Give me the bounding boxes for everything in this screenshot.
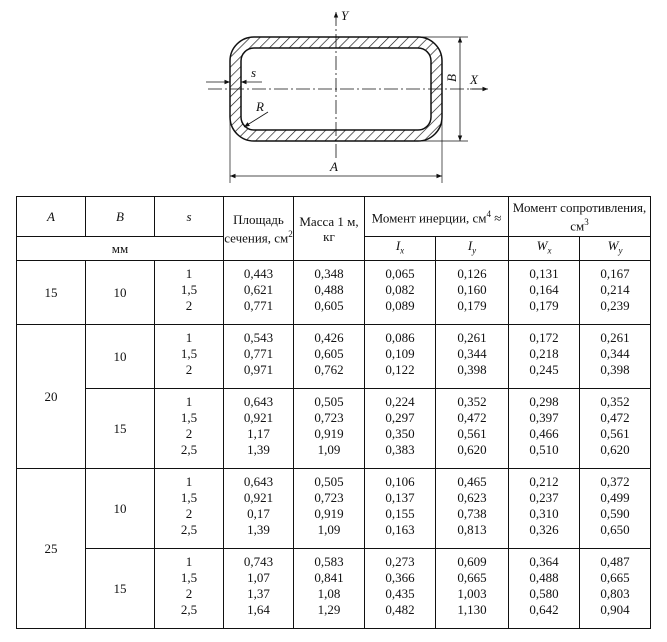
value-area: 1,39	[247, 522, 270, 537]
value-mass: 0,723	[314, 410, 344, 425]
value-mass: 1,08	[317, 586, 341, 601]
value-ix: 0,089	[385, 298, 415, 313]
value-area: 1,07	[247, 570, 270, 585]
value-wx: 0,310	[529, 506, 559, 521]
cell-iy	[436, 469, 509, 549]
value-s: 2,5	[180, 602, 198, 617]
header-area	[224, 197, 294, 261]
radius-leader	[244, 112, 268, 127]
value-wy: 0,352	[600, 394, 630, 409]
value-wy: 0,499	[600, 490, 630, 505]
header-resistance-sup: 3	[584, 216, 589, 227]
dimension-a-label: A	[330, 159, 338, 174]
header-inertia-suffix: ≈	[491, 210, 502, 226]
value-mass: 0,605	[314, 346, 344, 361]
cell-wx	[509, 261, 580, 325]
value-s: 2	[185, 362, 193, 377]
value-mass: 1,09	[317, 442, 341, 457]
value-ix: 0,435	[385, 586, 415, 601]
header-ix-symbol: I	[395, 238, 401, 254]
header-wx-sub: x	[547, 245, 552, 256]
axis-x-label: X	[470, 72, 478, 87]
value-iy: 1,003	[457, 586, 487, 601]
header-ix-sub: x	[400, 245, 405, 256]
value-mass: 0,488	[314, 282, 344, 297]
header-resistance	[509, 197, 651, 237]
value-wx: 0,642	[529, 602, 559, 617]
value-wx: 0,326	[529, 522, 559, 537]
header-wy	[580, 237, 651, 261]
value-ix: 0,109	[385, 346, 415, 361]
value-s: 1,5	[180, 282, 198, 297]
value-area: 0,921	[243, 490, 274, 505]
profile-diagram	[0, 0, 667, 196]
value-s: 1	[185, 394, 193, 409]
value-iy: 0,261	[457, 330, 487, 345]
value-iy: 0,352	[457, 394, 487, 409]
value-wy: 0,214	[600, 282, 630, 297]
value-wx: 0,364	[529, 554, 559, 569]
value-ix: 0,273	[385, 554, 415, 569]
value-wy: 0,344	[600, 346, 630, 361]
value-wy: 0,372	[600, 474, 630, 489]
cell-ix	[365, 389, 436, 469]
value-wy: 0,398	[600, 362, 630, 377]
value-s: 2,5	[180, 522, 198, 537]
value-iy: 0,623	[457, 490, 487, 505]
value-wy: 0,239	[600, 298, 630, 313]
table-body	[17, 261, 651, 629]
value-iy: 0,179	[457, 298, 487, 313]
value-iy: 0,609	[457, 554, 487, 569]
cell-area	[224, 549, 294, 629]
value-s: 1,5	[180, 346, 198, 361]
value-s: 2	[185, 586, 193, 601]
value-mass: 1,29	[317, 602, 341, 617]
value-ix: 0,137	[385, 490, 415, 505]
value-wx: 0,510	[529, 442, 559, 457]
table-row	[17, 389, 651, 469]
value-area: 1,37	[247, 586, 270, 601]
table-row	[17, 261, 651, 325]
value-iy: 0,813	[457, 522, 487, 537]
value-ix: 0,482	[385, 602, 415, 617]
value-wx: 0,397	[529, 410, 559, 425]
cell-wy	[580, 389, 651, 469]
value-s: 1	[185, 330, 193, 345]
header-area-sup: 2	[288, 228, 293, 239]
value-iy: 1,130	[457, 602, 487, 617]
axis-y-label: Y	[341, 8, 349, 23]
cell-wx	[509, 389, 580, 469]
cell-iy	[436, 549, 509, 629]
cell-ix	[365, 549, 436, 629]
value-area: 0,643	[243, 474, 274, 489]
value-wy: 0,650	[600, 522, 630, 537]
value-ix: 0,122	[385, 362, 415, 377]
cell-wx	[509, 325, 580, 389]
header-inertia-sup: 4	[486, 209, 492, 220]
table-row	[17, 469, 651, 549]
value-s: 2	[185, 298, 193, 313]
value-wy: 0,487	[600, 554, 630, 569]
cell-area	[224, 325, 294, 389]
value-wx: 0,245	[529, 362, 559, 377]
cell-s	[155, 325, 224, 389]
value-ix: 0,155	[385, 506, 415, 521]
value-iy: 0,738	[457, 506, 487, 521]
header-ix	[365, 237, 436, 261]
value-area: 1,39	[247, 442, 270, 457]
cell-s	[155, 549, 224, 629]
header-s: s	[155, 197, 224, 237]
value-area: 1,64	[247, 602, 270, 617]
cell-wy	[580, 325, 651, 389]
value-wx: 0,218	[529, 346, 559, 361]
value-wx: 0,488	[529, 570, 559, 585]
value-mass: 0,919	[314, 426, 344, 441]
header-iy-sub: y	[472, 245, 477, 256]
cell-wy	[580, 469, 651, 549]
profile-table	[16, 196, 651, 629]
header-iy-symbol: I	[467, 238, 473, 254]
value-ix: 0,106	[385, 474, 415, 489]
value-iy: 0,398	[457, 362, 487, 377]
header-mass: Масса 1 м, кг	[294, 197, 365, 261]
cell-a: 25	[17, 469, 86, 629]
value-ix: 0,366	[385, 570, 415, 585]
table-row	[17, 549, 651, 629]
header-wy-symbol: W	[607, 238, 619, 254]
cell-b: 15	[86, 389, 155, 469]
value-ix: 0,163	[385, 522, 415, 537]
value-iy: 0,126	[457, 266, 487, 281]
cell-mass	[294, 549, 365, 629]
value-area: 0,921	[243, 410, 274, 425]
value-mass: 0,762	[314, 362, 344, 377]
cell-b: 10	[86, 261, 155, 325]
value-iy: 0,620	[457, 442, 487, 457]
value-ix: 0,224	[385, 394, 415, 409]
value-wx: 0,212	[529, 474, 559, 489]
cell-ix	[365, 325, 436, 389]
value-area: 0,543	[243, 330, 274, 345]
value-mass: 0,505	[314, 394, 344, 409]
value-wy: 0,620	[600, 442, 630, 457]
value-wx: 0,298	[529, 394, 559, 409]
cell-iy	[436, 261, 509, 325]
cell-area	[224, 261, 294, 325]
cell-mass	[294, 261, 365, 325]
value-wx: 0,179	[529, 298, 559, 313]
value-wx: 0,237	[529, 490, 559, 505]
cell-s	[155, 261, 224, 325]
cell-mass	[294, 389, 365, 469]
value-area: 0,971	[243, 362, 274, 377]
value-ix: 0,383	[385, 442, 415, 457]
value-wx: 0,580	[529, 586, 559, 601]
cell-ix	[365, 469, 436, 549]
thickness-label: s	[251, 65, 257, 80]
value-mass: 0,505	[314, 474, 344, 489]
value-iy: 0,472	[457, 410, 487, 425]
value-area: 0,643	[243, 394, 274, 409]
value-ix: 0,297	[385, 410, 415, 425]
cell-b: 15	[86, 549, 155, 629]
value-mass: 0,919	[314, 506, 344, 521]
value-wy: 0,472	[600, 410, 630, 425]
value-wy: 0,561	[600, 426, 630, 441]
value-wy: 0,167	[600, 266, 630, 281]
cell-s	[155, 469, 224, 549]
value-s: 1,5	[180, 570, 198, 585]
value-iy: 0,465	[457, 474, 487, 489]
value-iy: 0,665	[457, 570, 487, 585]
value-mass: 0,605	[314, 298, 344, 313]
header-wx	[509, 237, 580, 261]
value-mass: 0,723	[314, 490, 344, 505]
dimension-b-label: B	[444, 74, 459, 82]
header-mm: мм	[17, 237, 224, 261]
value-mass: 1,09	[317, 522, 341, 537]
header-wx-symbol: W	[536, 238, 548, 254]
value-ix: 0,350	[385, 426, 415, 441]
value-ix: 0,082	[385, 282, 415, 297]
header-resistance-text: Момент сопротивления, см	[512, 199, 647, 234]
cell-b: 10	[86, 325, 155, 389]
cell-ix	[365, 261, 436, 325]
value-s: 1	[185, 474, 193, 489]
value-area: 0,17	[247, 506, 270, 521]
value-wx: 0,131	[529, 266, 559, 281]
cell-area	[224, 389, 294, 469]
cell-a: 20	[17, 325, 86, 469]
value-iy: 0,344	[457, 346, 487, 361]
header-a: A	[17, 197, 86, 237]
value-wx: 0,466	[529, 426, 559, 441]
radius-label: R	[256, 99, 264, 114]
value-wx: 0,164	[529, 282, 559, 297]
value-wy: 0,665	[600, 570, 630, 585]
value-wy: 0,261	[600, 330, 630, 345]
cell-s	[155, 389, 224, 469]
cell-wx	[509, 469, 580, 549]
header-wy-sub: y	[618, 245, 623, 256]
cell-mass	[294, 325, 365, 389]
header-b: B	[86, 197, 155, 237]
value-area: 0,771	[243, 298, 274, 313]
value-area: 0,621	[243, 282, 274, 297]
header-inertia	[365, 197, 509, 237]
cell-wy	[580, 549, 651, 629]
cell-wy	[580, 261, 651, 325]
value-wx: 0,172	[529, 330, 559, 345]
cell-mass	[294, 469, 365, 549]
value-area: 0,743	[243, 554, 274, 569]
value-wy: 0,803	[600, 586, 630, 601]
value-mass: 0,348	[314, 266, 344, 281]
value-area: 0,771	[243, 346, 274, 361]
value-s: 2,5	[180, 442, 198, 457]
value-wy: 0,590	[600, 506, 630, 521]
cell-wx	[509, 549, 580, 629]
value-mass: 0,426	[314, 330, 344, 345]
value-s: 2	[185, 426, 193, 441]
value-ix: 0,086	[385, 330, 415, 345]
value-wy: 0,904	[600, 602, 630, 617]
value-area: 1,17	[247, 426, 270, 441]
value-s: 1	[185, 554, 193, 569]
header-iy	[436, 237, 509, 261]
cell-area	[224, 469, 294, 549]
value-s: 1	[185, 266, 193, 281]
value-mass: 0,583	[314, 554, 344, 569]
value-s: 1,5	[180, 490, 198, 505]
header-inertia-text: Момент инерции, см	[371, 210, 487, 226]
cell-a: 15	[17, 261, 86, 325]
cell-iy	[436, 325, 509, 389]
value-s: 2	[185, 506, 193, 521]
value-s: 1,5	[180, 410, 198, 425]
cell-b: 10	[86, 469, 155, 549]
value-ix: 0,065	[385, 266, 415, 281]
cell-iy	[436, 389, 509, 469]
header-area-text: Площадь сечения, см	[224, 211, 289, 246]
value-area: 0,443	[243, 266, 274, 281]
value-mass: 0,841	[314, 570, 344, 585]
value-iy: 0,160	[457, 282, 487, 297]
value-iy: 0,561	[457, 426, 487, 441]
table-row	[17, 325, 651, 389]
